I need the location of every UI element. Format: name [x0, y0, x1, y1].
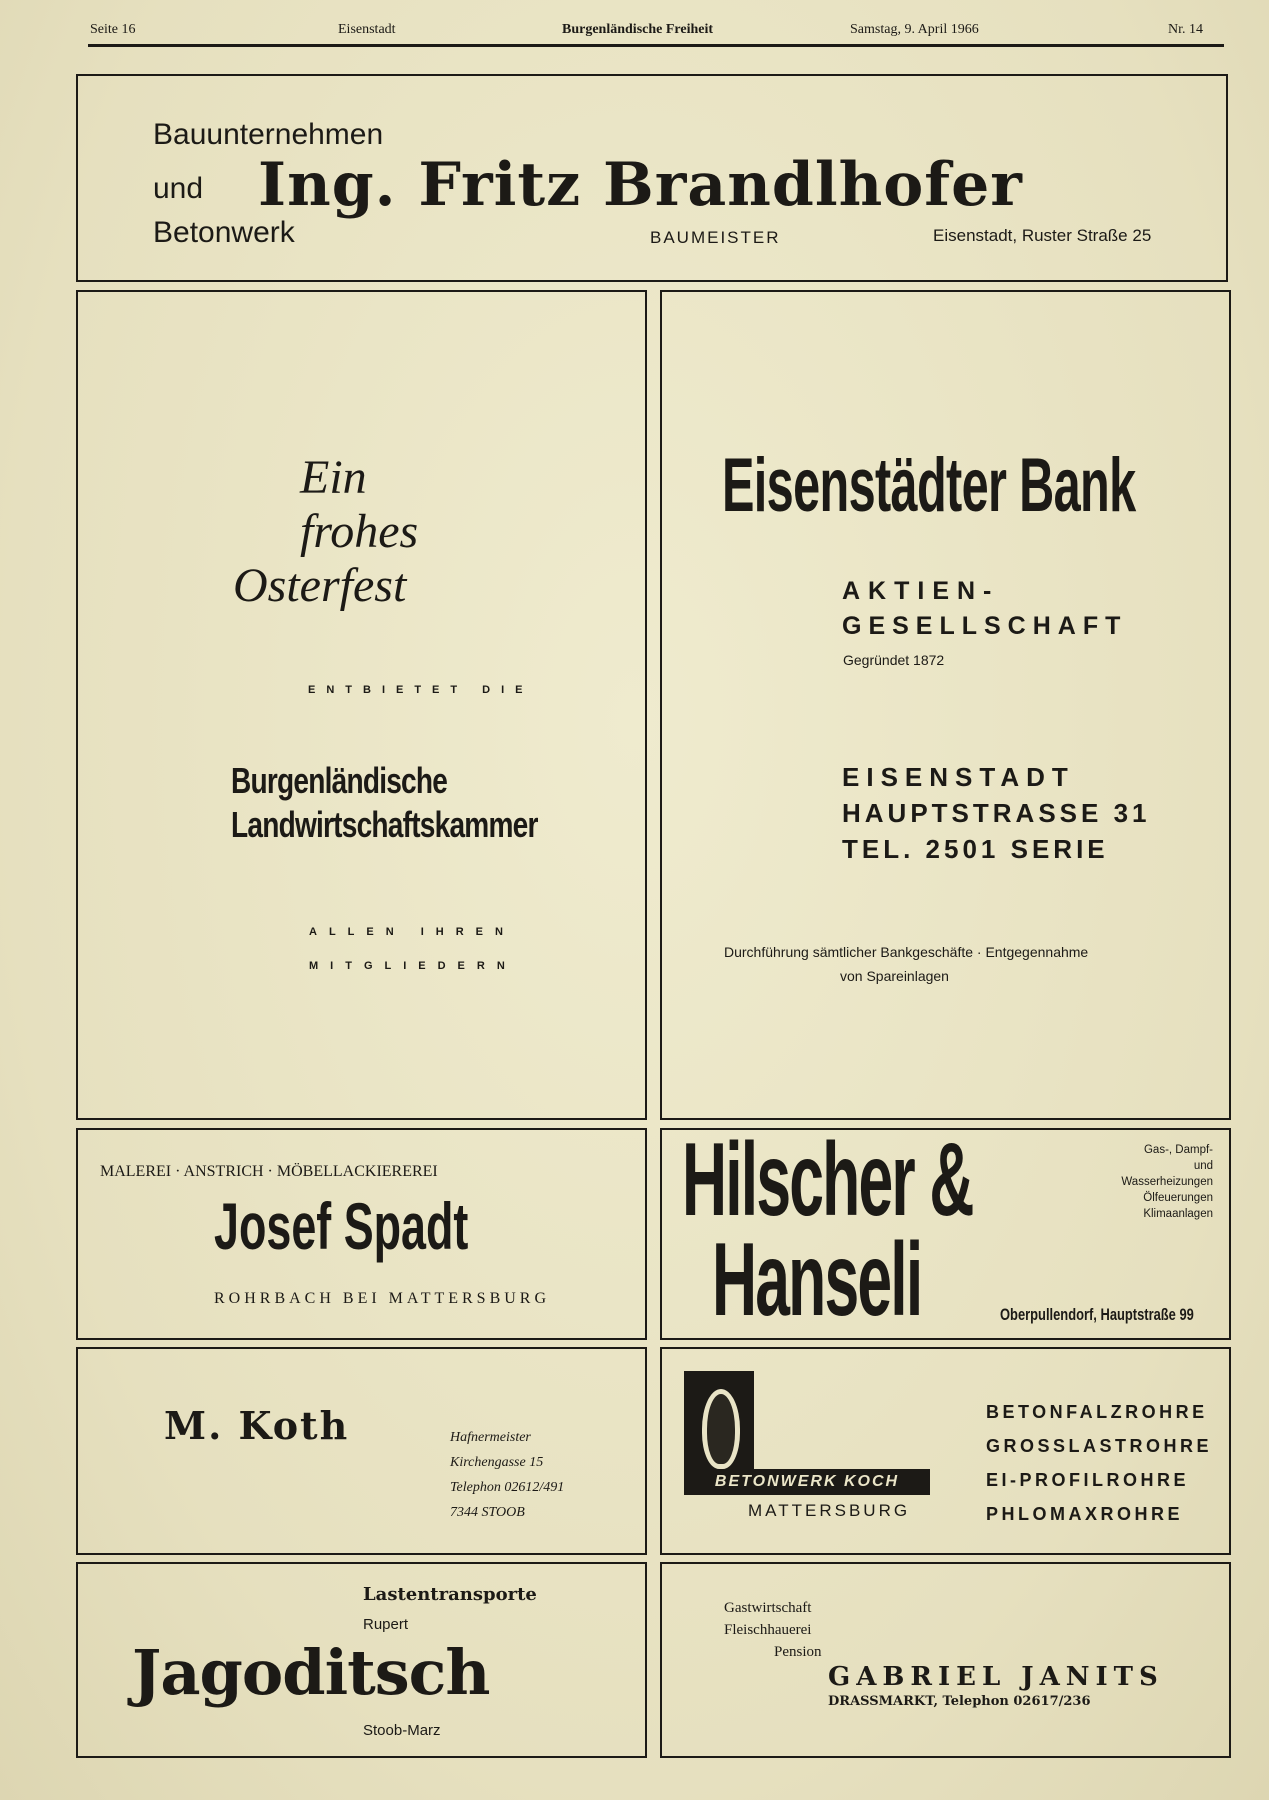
hilscher-service: Ölfeuerungen	[1143, 1192, 1213, 1204]
hilscher-service: Klimaanlagen	[1143, 1208, 1213, 1220]
betonwerk-products	[986, 1395, 1212, 1531]
brand-line2: und	[153, 172, 204, 205]
oster-line3: Osterfest	[233, 559, 407, 612]
hilscher-address: Oberpullendorf, Hauptstraße 99	[1000, 1305, 1194, 1324]
oster-org2: Landwirtschaftskammer	[231, 804, 538, 845]
oster-org1: Burgenländische	[231, 760, 448, 801]
issue-number: Nr. 14	[1168, 22, 1203, 37]
ad-betonwerk-koch	[660, 1347, 1231, 1555]
bank-footer2: von Spareinlagen	[840, 968, 949, 984]
betonwerk-product: EI-PROFILROHRE	[986, 1470, 1190, 1490]
bank-name: Eisenstädter Bank	[722, 443, 1136, 528]
janits-line2: Fleischhauerei	[724, 1622, 812, 1638]
betonwerk-banner: BETONWERK KOCH	[684, 1469, 930, 1495]
ad-m-koth	[76, 1347, 647, 1555]
hilscher-services	[1121, 1142, 1213, 1222]
pipe-logo-icon	[684, 1371, 754, 1483]
oster-line2: frohes	[300, 505, 419, 558]
header-place: Eisenstadt	[338, 22, 396, 37]
ad-gabriel-janits	[660, 1562, 1231, 1758]
spadt-services: MALEREI · ANSTRICH · MÖBELLACKIEREREI	[100, 1163, 438, 1180]
koth-info-line: Telephon 02612/491	[450, 1480, 565, 1495]
koth-name: M. Koth	[164, 1403, 350, 1448]
bank-ag1: AKTIEN-	[842, 577, 1000, 605]
koth-info	[450, 1425, 564, 1525]
hilscher-line1: Hilscher &	[682, 1122, 973, 1238]
hilscher-service: und	[1193, 1160, 1213, 1172]
oster-allen: ALLEN IHREN	[309, 926, 515, 938]
jagoditsch-name: Jagoditsch	[132, 1636, 490, 1709]
hilscher-service: Gas-, Dampf-	[1143, 1144, 1213, 1156]
newspaper-name: Burgenländische Freiheit	[562, 22, 714, 37]
janits-line1: Gastwirtschaft	[724, 1600, 812, 1616]
header-rule	[88, 44, 1224, 47]
ad-jagoditsch	[76, 1562, 647, 1758]
ad-brandlhofer	[76, 74, 1228, 282]
janits-line3: Pension	[774, 1644, 822, 1660]
jagoditsch-location: Stoob-Marz	[363, 1722, 441, 1739]
betonwerk-town: MATTERSBURG	[748, 1501, 911, 1520]
spadt-name: Josef Spadt	[214, 1189, 469, 1263]
bank-addr2: HAUPTSTRASSE 31	[842, 798, 1151, 828]
hilscher-service: Wasserheizungen	[1121, 1176, 1213, 1188]
brand-name: Ing. Fritz Brandlhofer	[258, 150, 1023, 220]
page-number: Seite 16	[90, 22, 136, 37]
oster-line1: Ein	[300, 451, 367, 504]
bank-addr3: TEL. 2501 SERIE	[842, 834, 1109, 864]
oster-mitglieder: MITGLIEDERN	[309, 960, 517, 972]
bank-addr1: EISENSTADT	[842, 762, 1075, 792]
koth-info-line: Kirchengasse 15	[450, 1455, 544, 1470]
brand-line1: Bauunternehmen	[153, 118, 384, 151]
jagoditsch-top: Lastentransporte	[363, 1584, 537, 1605]
betonwerk-product: GROSSLASTROHRE	[986, 1436, 1213, 1456]
betonwerk-product: BETONFALZROHRE	[986, 1402, 1208, 1422]
brand-address: Eisenstadt, Ruster Straße 25	[933, 226, 1152, 245]
oster-entbietet: ENTBIETET DIE	[308, 684, 534, 696]
spadt-location: ROHRBACH BEI MATTERSBURG	[214, 1290, 551, 1307]
issue-date: Samstag, 9. April 1966	[850, 22, 979, 37]
koth-info-line: 7344 STOOB	[450, 1505, 525, 1520]
ad-landwirtschaftskammer	[76, 290, 647, 1120]
brand-title: BAUMEISTER	[650, 228, 781, 247]
brand-line3: Betonwerk	[153, 216, 295, 249]
page-header	[90, 22, 1220, 44]
hilscher-line2: Hanseli	[712, 1222, 922, 1338]
bank-ag2: GESELLSCHAFT	[842, 612, 1128, 640]
ad-josef-spadt	[76, 1128, 647, 1340]
jagoditsch-first: Rupert	[363, 1616, 409, 1633]
ad-hilscher-hanseli	[660, 1122, 1231, 1340]
janits-name: GABRIEL JANITS	[828, 1662, 1164, 1692]
bank-founded: Gegründet 1872	[843, 652, 945, 668]
betonwerk-product: PHLOMAXROHRE	[986, 1504, 1184, 1524]
koth-info-line: Hafnermeister	[450, 1430, 531, 1445]
ad-eisenstaedter-bank	[660, 290, 1231, 1120]
bank-footer1: Durchführung sämtlicher Bankgeschäfte · Entgegennahme	[724, 944, 1089, 960]
janits-address: DRASSMARKT, Telephon 02617/236	[828, 1694, 1091, 1709]
